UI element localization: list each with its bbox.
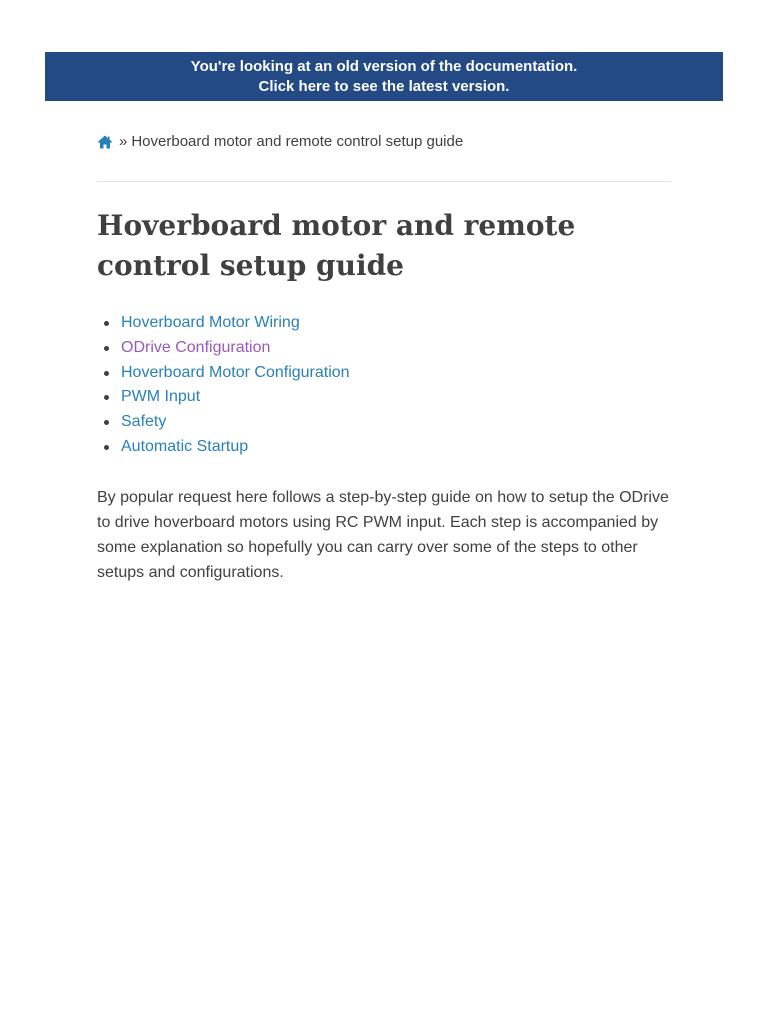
list-item [121, 361, 695, 386]
page-title: Hoverboard motor and remote control setup guide [97, 209, 576, 282]
list-item [121, 336, 695, 361]
bullet-icon [104, 321, 109, 326]
toc-link[interactable]: PWM Input [121, 388, 201, 406]
toc-link[interactable]: Automatic Startup [121, 437, 249, 455]
banner-line-1: You're looking at an old version of the documentation. [190, 58, 578, 75]
toc-link[interactable]: Hoverboard Motor Wiring [121, 314, 300, 331]
toc-link[interactable]: Hoverboard Motor Configuration [121, 363, 350, 381]
toc-link[interactable]: Safety [121, 413, 167, 431]
bullet-icon [104, 445, 109, 450]
old-version-banner[interactable] [45, 52, 723, 101]
banner-line-2[interactable]: Click here to see the latest version. [258, 78, 510, 95]
divider [97, 181, 671, 182]
bullet-icon [104, 420, 109, 425]
list-item [121, 410, 695, 435]
bullet-icon [104, 346, 109, 351]
breadcrumb-current: Hoverboard motor and remote control setup guide [131, 133, 464, 150]
home-icon[interactable] [97, 134, 113, 150]
bullet-icon [104, 395, 109, 400]
intro-paragraph: By popular request here follows a step-by-step guide on how to setup the ODrive to drive hoverboard motors using RC PWM input. Each step is accompanied by some explanation so hopefully you can carry over some of the steps to other setups and configurations. [97, 489, 669, 581]
toc-list [97, 311, 695, 460]
bullet-icon [104, 371, 109, 376]
breadcrumb-separator: » [119, 133, 128, 150]
list-item [121, 385, 695, 410]
toc-link[interactable]: ODrive Configuration [121, 338, 271, 356]
breadcrumb [97, 131, 671, 153]
list-item [121, 435, 695, 460]
list-item [121, 311, 695, 336]
